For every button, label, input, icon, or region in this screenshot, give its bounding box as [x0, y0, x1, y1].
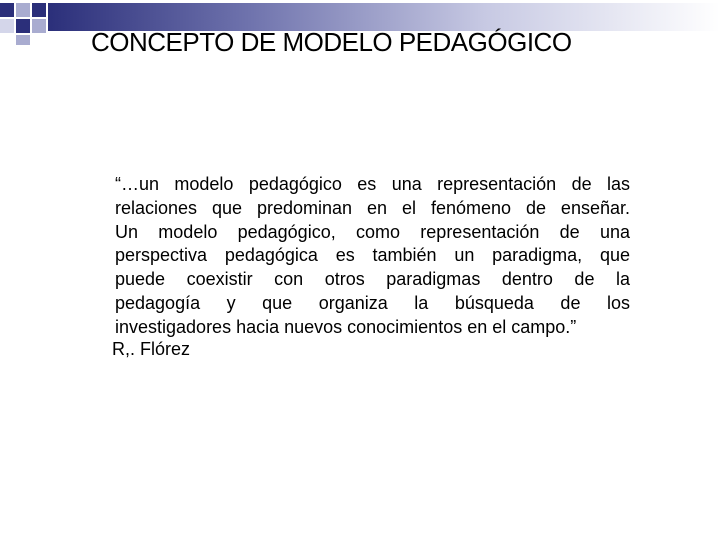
corner-square [16, 35, 30, 45]
quote-author: R,. Flórez [112, 339, 191, 359]
quote-line: investigadores hacia nuevos conocimientos en el campo.” [115, 316, 577, 337]
corner-square [32, 19, 46, 33]
corner-square [32, 3, 46, 17]
quote-line: Un modelo pedagógico, como representación de una [115, 221, 630, 242]
quote-line: puede coexistir con otros paradigmas dentro de la [115, 269, 630, 290]
quote-block [115, 173, 630, 340]
corner-square [0, 3, 14, 17]
quote-line: perspectiva pedagógica es también un paradigma, que [115, 245, 630, 266]
slide-title: CONCEPTO DE MODELO PEDAGÓGICO [91, 27, 572, 57]
corner-square [16, 19, 30, 33]
quote-line: pedagogía y que organiza la búsqueda de los [115, 292, 630, 313]
corner-square [0, 19, 14, 33]
quote-line: “…un modelo pedagógico es una representación de las [115, 174, 630, 194]
corner-square [16, 3, 30, 17]
quote-line: relaciones que predominan en el fenómeno de enseñar. [115, 197, 630, 218]
